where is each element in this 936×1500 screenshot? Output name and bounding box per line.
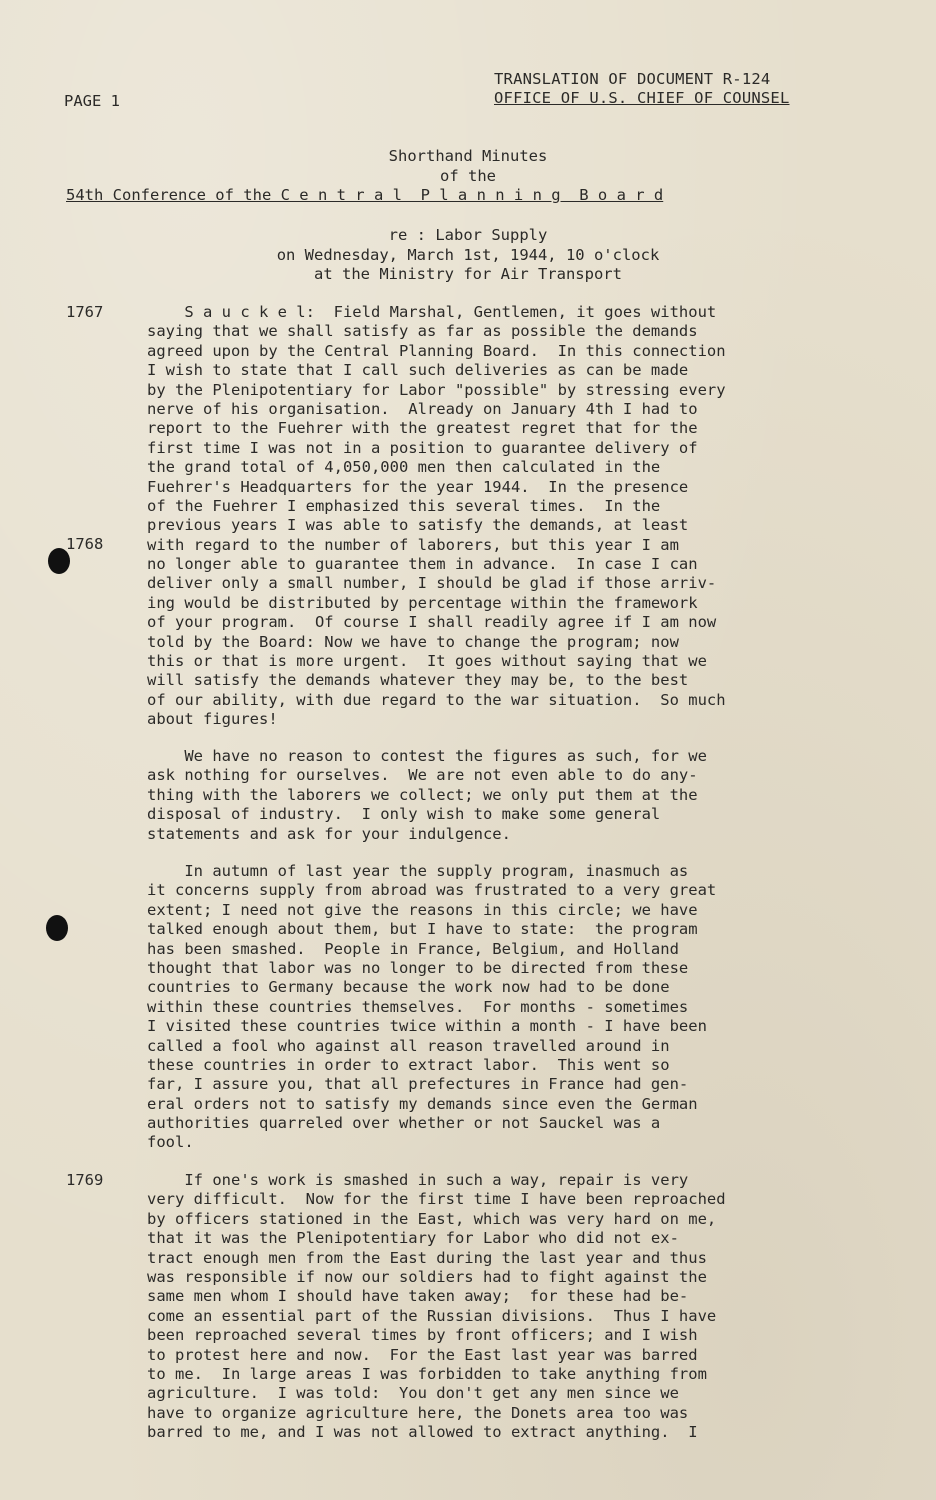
subtitle-line-1: re : Labor Supply [388, 226, 548, 244]
text-line: previous years I was able to satisfy the demands, at least [147, 516, 689, 535]
text-line: countries to Germany because the work now had to be done [147, 978, 670, 997]
text-line: talked enough about them, but I have to state: the program [147, 920, 698, 939]
text-line: saying that we shall satisfy as far as possible the demands [147, 322, 698, 341]
page-number: PAGE 1 [64, 92, 120, 110]
text-line: no longer able to guarantee them in advance. In case I can [147, 555, 698, 574]
text-line: these countries in order to extract labor. This went so [147, 1055, 670, 1074]
text-line: ing would be distributed by percentage within the framework [147, 593, 698, 612]
office-line: OFFICE OF U.S. CHIEF OF COUNSEL [494, 89, 790, 107]
text-line: statements and ask for your indulgence. [147, 824, 511, 843]
text-line: to protest here and now. For the East last year was barred [147, 1345, 698, 1364]
text-line: disposal of industry. I only wish to make some general [147, 805, 661, 824]
text-line: extent; I need not give the reasons in this circle; we have [147, 900, 698, 919]
text-line: tract enough men from the East during the last year and thus [147, 1248, 707, 1267]
text-line: the grand total of 4,050,000 men then calculated in the [147, 458, 661, 477]
text-line: this or that is more urgent. It goes without saying that we [147, 652, 707, 671]
text-line: to me. In large areas I was forbidden to take anything from [147, 1364, 707, 1383]
document-title [0, 147, 936, 206]
paragraph-1 [147, 303, 867, 730]
subtitle-line-2: on Wednesday, March 1st, 1944, 10 o'clock [276, 245, 660, 264]
text-line: first time I was not in a position to guarantee delivery of [147, 438, 698, 457]
text-line: within these countries themselves. For months - sometimes [147, 997, 689, 1016]
title-line-2: of the [440, 166, 496, 185]
text-line: ask nothing for ourselves. We are not even able to do any- [147, 766, 698, 785]
text-line: authorities quarreled over whether or not Sauckel was a [147, 1114, 661, 1133]
text-line: S a u c k e l: Field Marshal, Gentlemen, it goes without [147, 303, 717, 321]
document-header [494, 70, 790, 108]
text-line: called a fool who against all reason travelled around in [147, 1036, 670, 1055]
text-line: eral orders not to satisfy my demands since even the German [147, 1094, 698, 1113]
text-line: thought that labor was no longer to be directed from these [147, 958, 689, 977]
text-line: come an essential part of the Russian divisions. Thus I have [147, 1306, 717, 1325]
paragraph-4 [147, 1171, 867, 1442]
text-line: told by the Board: Now we have to change the program; now [147, 632, 679, 651]
paragraph-2 [147, 747, 867, 844]
document-subtitle [0, 226, 936, 285]
margin-number-1769: 1769 [66, 1171, 104, 1189]
text-line: by officers stationed in the East, which was very hard on me, [147, 1209, 717, 1228]
text-line: deliver only a small number, I should be glad if those arriv- [147, 574, 717, 593]
text-line: In autumn of last year the supply program, inasmuch as [147, 862, 689, 880]
text-line: that it was the Plenipotentiary for Labor who did not ex- [147, 1229, 679, 1248]
title-line-3: 54th Conference of the C e n t r a l P l a n n i n g B o a r d [66, 186, 664, 204]
text-line: Fuehrer's Headquarters for the year 1944. In the presence [147, 477, 689, 496]
text-line: very difficult. Now for the first time I have been reproached [147, 1190, 726, 1209]
text-line: agreed upon by the Central Planning Board. In this connection [147, 341, 726, 360]
margin-number-1768: 1768 [66, 535, 104, 553]
text-line: will satisfy the demands whatever they may be, to the best [147, 671, 689, 690]
text-line: report to the Fuehrer with the greatest regret that for the [147, 419, 698, 438]
margin-number-1767: 1767 [66, 303, 104, 321]
text-line: by the Plenipotentiary for Labor "possible" by stressing every [147, 380, 726, 399]
text-line: about figures! [147, 710, 278, 729]
text-line: have to organize agriculture here, the Donets area too was [147, 1403, 689, 1422]
text-line: it concerns supply from abroad was frustrated to a very great [147, 881, 717, 900]
title-line-1: Shorthand Minutes [388, 147, 548, 165]
text-line: has been smashed. People in France, Belgium, and Holland [147, 939, 679, 958]
text-line: far, I assure you, that all prefectures in France had gen- [147, 1075, 689, 1094]
text-line: of your program. Of course I shall readily agree if I am now [147, 613, 717, 632]
punch-hole-lower [46, 915, 68, 941]
text-line: of the Fuehrer I emphasized this several times. In the [147, 496, 661, 515]
translation-line: TRANSLATION OF DOCUMENT R-124 [494, 70, 771, 88]
text-line: We have no reason to contest the figures as such, for we [147, 747, 707, 765]
paragraph-3 [147, 862, 867, 1153]
text-line: been reproached several times by front officers; and I wish [147, 1326, 698, 1345]
text-line: fool. [147, 1133, 194, 1152]
text-line: of our ability, with due regard to the war situation. So much [147, 690, 726, 709]
text-line: If one's work is smashed in such a way, repair is very [147, 1171, 689, 1189]
text-line: barred to me, and I was not allowed to extract anything. I [147, 1423, 698, 1442]
text-line: same men whom I should have taken away; for these had be- [147, 1287, 689, 1306]
text-line: I visited these countries twice within a month - I have been [147, 1017, 707, 1036]
text-line: nerve of his organisation. Already on January 4th I had to [147, 399, 698, 418]
text-line: I wish to state that I call such deliveries as can be made [147, 361, 689, 380]
text-line: with regard to the number of laborers, but this year I am [147, 535, 679, 554]
text-line: thing with the laborers we collect; we only put them at the [147, 785, 698, 804]
text-line: was responsible if now our soldiers had to fight against the [147, 1267, 707, 1286]
subtitle-line-3: at the Ministry for Air Transport [314, 265, 622, 283]
text-line: agriculture. I was told: You don't get any men since we [147, 1384, 679, 1403]
